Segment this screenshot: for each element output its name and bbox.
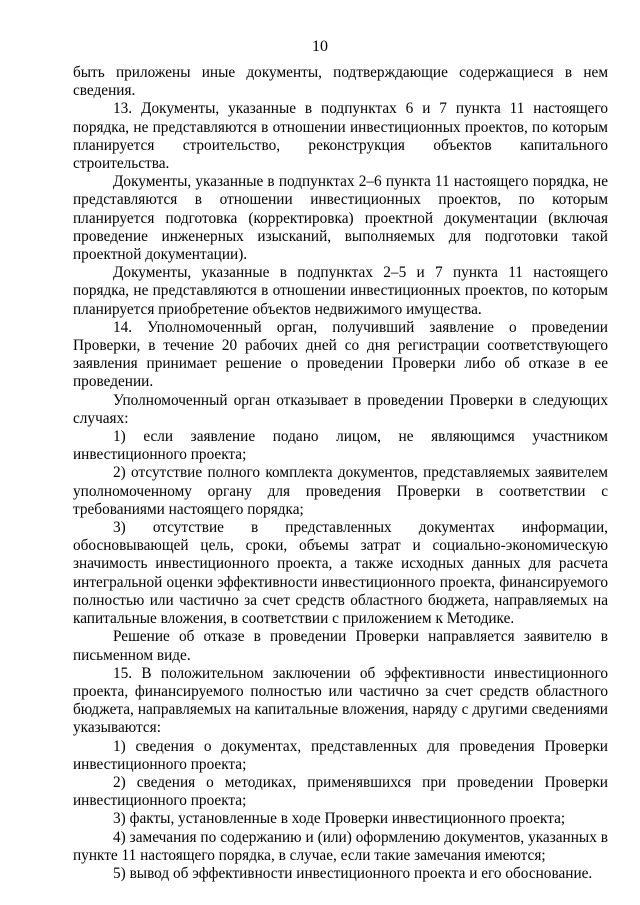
list-item-conclusion-4: 4) замечания по содержанию и (или) оформлению документов, указанных в пункте 11 настоящего порядка, в случае, если такие замечания имеются; [73,828,608,864]
list-item-conclusion-2: 2) сведения о методиках, применявшихся при проведении Проверки инвестиционного проекта; [73,773,608,810]
paragraph-item-15: 15. В положительном заключении об эффективности инвестиционного проекта, финансируемого полностью или частично за счет средств областного бюджета, направляемых на капитальные вложения, наряду с другими сведениями указываются: [73,664,608,737]
paragraph-item-13: 13. Документы, указанные в подпунктах 6 и 7 пункта 11 настоящего порядка, не представляются в отношении инвестиционных проектов, по которым планируется строительство, реконструкция объектов капитального строительства. [73,100,608,173]
list-item-conclusion-5: 5) вывод об эффективности инвестиционного проекта и его обоснование. [113,864,593,882]
list-item-refusal-3: 3) отсутствие в представленных документах информации, обосновывающей цель, сроки, объемы затрат и социально-экономическую значимость инвестиционного проекта, а также исходных данных для расчета интегральной оценки эффективности инвестиционного проекта, финансируемого полностью или частично за счет средств областного бюджета, направляемых на капитальные вложения, в соответствии с приложением к Методике. [73,519,608,628]
paragraph-documents-2-6: Документы, указанные в подпунктах 2–6 пункта 11 настоящего порядка, не представляются в отношении инвестиционных проектов, по которым планируется подготовка (корректировка) проектной документации (включая проведение инженерных изысканий, выполняемых для подготовки такой проектной документации). [73,173,608,264]
page-number: 10 [312,38,328,55]
list-item-refusal-1: 1) если заявление подано лицом, не являющимся участником инвестиционного проекта; [73,428,608,464]
paragraph-documents-2-5-7: Документы, указанные в подпунктах 2–5 и 7 пункта 11 настоящего порядка, не представляются в отношении инвестиционных проектов, по которым планируется приобретение объектов недвижимого имущества. [73,264,608,318]
paragraph-continuation: быть приложены иные документы, подтверждающие содержащиеся в нем сведения. [73,64,608,100]
paragraph-refusal-decision: Решение об отказе в проведении Проверки направляется заявителю в письменном виде. [73,628,608,664]
paragraph-item-14: 14. Уполномоченный орган, получивший заявление о проведении Проверки, в течение 20 рабочих дней со дня регистрации соответствующего заявления принимает решение о проведении Проверки либо об отказе в ее проведении. [73,318,608,391]
list-item-conclusion-3: 3) факты, установленные в ходе Проверки инвестиционного проекта; [113,810,566,828]
list-item-conclusion-1: 1) сведения о документах, представленных для проведения Проверки инвестиционного проекта; [73,737,608,773]
list-item-refusal-2: 2) отсутствие полного комплекта документов, представляемых заявителем уполномоченному органу для проведения Проверки в соответствии с требованиями настоящего порядка; [73,464,608,518]
paragraph-refusal-cases: Уполномоченный орган отказывает в проведении Проверки в следующих случаях: [73,391,608,427]
document-body [73,64,608,883]
